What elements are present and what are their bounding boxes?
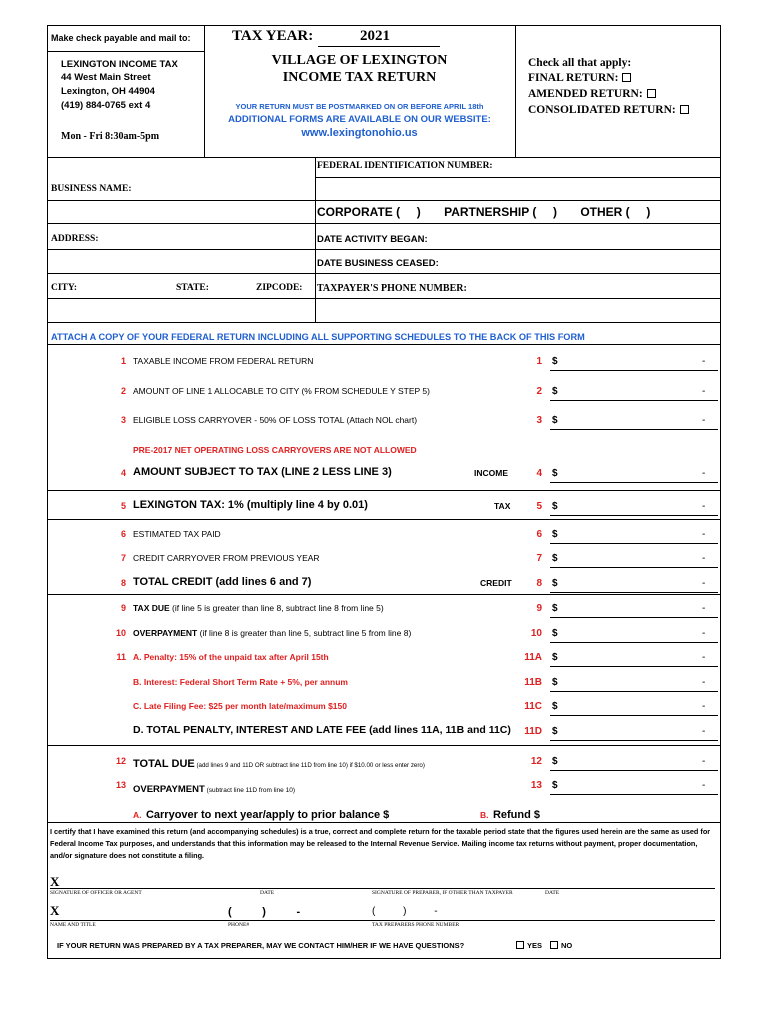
amount-field[interactable]: - — [702, 578, 706, 589]
dollar-sign: $ — [552, 501, 558, 512]
tax-year-label: TAX YEAR: — [232, 28, 314, 44]
line-description: TAXABLE INCOME FROM FEDERAL RETURN — [133, 356, 314, 366]
line-ref: 11D — [524, 726, 542, 737]
amount-field[interactable]: - — [702, 356, 706, 367]
dollar-sign: $ — [552, 628, 558, 639]
line-description: C. Late Filing Fee: $25 per month late/maximum $150 — [133, 701, 347, 711]
preparer-signature-label: SIGNATURE OF PREPARER, IF OTHER THAN TAXPAYER — [372, 890, 513, 896]
amount-underline — [550, 666, 718, 667]
amount-field[interactable]: - — [702, 386, 706, 397]
line-ref: 4 — [536, 468, 542, 479]
phone-label: TAXPAYER'S PHONE NUMBER: — [317, 283, 467, 294]
line-ref: 11C — [524, 701, 542, 712]
name-title-label: NAME AND TITLE — [50, 922, 96, 928]
amount-underline — [550, 592, 718, 593]
amount-underline — [550, 740, 718, 741]
line-ref: 12 — [530, 756, 542, 767]
line-ref: 11A — [524, 652, 542, 663]
carryover-option[interactable]: A. Carryover to next year/apply to prior balance $ — [133, 809, 390, 821]
line-tag: CREDIT — [480, 578, 512, 588]
phone-field[interactable]: ( ) - — [228, 906, 301, 918]
grid-line — [47, 249, 721, 250]
mail-address-line: LEXINGTON INCOME TAX — [61, 59, 178, 70]
amount-field[interactable]: - — [702, 553, 706, 564]
dollar-sign: $ — [552, 603, 558, 614]
line-description: OVERPAYMENT (if line 8 is greater than line 5, subtract line 5 from line 8) — [133, 628, 412, 638]
officer-signature-label: SIGNATURE OF OFFICER OR AGENT — [50, 890, 142, 896]
check-all-label: Check all that apply: — [528, 57, 632, 69]
amount-field[interactable]: - — [702, 652, 706, 663]
dollar-sign: $ — [552, 756, 558, 767]
grid-line — [315, 177, 721, 178]
tax-year-underline — [318, 46, 440, 47]
date-ceased-label: DATE BUSINESS CEASED: — [317, 258, 439, 269]
line-ref: 10 — [530, 628, 542, 639]
dollar-sign: $ — [552, 726, 558, 737]
dollar-sign: $ — [552, 356, 558, 367]
line-description: LEXINGTON TAX: 1% (multiply line 4 by 0.01) — [133, 499, 368, 511]
line-ref: 3 — [536, 415, 542, 426]
line-tag: TAX — [494, 501, 511, 511]
entity-type-options[interactable]: CORPORATE ( ) PARTNERSHIP ( ) OTHER ( ) — [317, 205, 651, 219]
dollar-sign: $ — [552, 529, 558, 540]
attach-notice: ATTACH A COPY OF YOUR FEDERAL RETURN INCLUDING ALL SUPPORTING SCHEDULES TO THE BACK OF THIS FORM — [51, 332, 585, 342]
form-title-line1: VILLAGE OF LEXINGTON — [271, 53, 448, 68]
amount-underline — [550, 642, 718, 643]
amount-field[interactable]: - — [702, 628, 706, 639]
amount-underline — [550, 617, 718, 618]
line-description: D. TOTAL PENALTY, INTEREST AND LATE FEE (add lines 11A, 11B and 11C) — [133, 724, 511, 736]
office-hours: Mon - Fri 8:30am-5pm — [61, 131, 160, 142]
dollar-sign: $ — [552, 553, 558, 564]
line-ref: 7 — [536, 553, 542, 564]
line-description: A. Penalty: 15% of the unpaid tax after April 15th — [133, 652, 329, 662]
contact-no-option: NO — [550, 941, 572, 950]
line-number: 7 — [120, 553, 126, 563]
dollar-sign: $ — [552, 415, 558, 426]
header-divider-right — [515, 25, 516, 157]
name-x-mark: X — [50, 903, 60, 918]
line-description: TAX DUE (if line 5 is greater than line 8, subtract line 8 from line 5) — [133, 603, 384, 613]
dollar-sign: $ — [552, 701, 558, 712]
grid-line — [47, 273, 721, 274]
line-description: AMOUNT OF LINE 1 ALLOCABLE TO CITY (% FROM SCHEDULE Y STEP 5) — [133, 386, 430, 396]
amount-underline — [550, 691, 718, 692]
dollar-sign: $ — [552, 652, 558, 663]
dollar-sign: $ — [552, 780, 558, 791]
amount-underline — [550, 515, 718, 516]
amount-underline — [550, 715, 718, 716]
grid-line — [47, 157, 721, 158]
line-number: 11 — [116, 652, 126, 662]
grid-divider — [315, 157, 316, 322]
line-number: 2 — [120, 386, 126, 396]
line-number: 5 — [120, 501, 126, 511]
signature-x-mark: X — [50, 874, 60, 889]
phone-label: PHONE# — [228, 922, 250, 928]
line-number: 12 — [115, 756, 126, 766]
amount-field[interactable]: - — [702, 677, 706, 688]
line-number: 8 — [120, 578, 126, 588]
final-return-option: FINAL RETURN: — [528, 72, 631, 84]
section-line — [47, 822, 721, 823]
section-line — [47, 745, 721, 746]
fein-label: FEDERAL IDENTIFICATION NUMBER: — [317, 161, 493, 171]
line-description: CREDIT CARRYOVER FROM PREVIOUS YEAR — [133, 553, 320, 563]
certification-text: I certify that I have examined this return (and accompanying schedules) is a true, correct and complete return for the taxable period state that the figures used herein are the same as used for Federal Income Tax purposes, and understands that this information may be released to the Internal Revenue Service. Mailing income tax returns without payment, proper documentation, and/or signature does not constitute a filing. — [50, 827, 711, 860]
date-began-label: DATE ACTIVITY BEGAN: — [317, 234, 428, 245]
amount-underline — [550, 370, 718, 371]
contact-yes-option: YES — [516, 941, 542, 950]
amount-field[interactable]: - — [702, 603, 706, 614]
line-number: 6 — [120, 529, 126, 539]
amount-field[interactable]: - — [702, 529, 706, 540]
mail-address-line: 44 West Main Street — [61, 72, 151, 83]
signature-line — [50, 888, 715, 889]
amended-return-option: AMENDED RETURN: — [528, 88, 656, 100]
postmark-notice: YOUR RETURN MUST BE POSTMARKED ON OR BEFORE APRIL 18th — [235, 102, 484, 111]
address-label: ADDRESS: — [51, 234, 99, 244]
line-ref: 8 — [536, 578, 542, 589]
business-name-label: BUSINESS NAME: — [51, 184, 132, 194]
mail-to-label: Make check payable and mail to: — [51, 33, 191, 43]
amount-underline — [550, 400, 718, 401]
signature-line — [50, 920, 715, 921]
section-line — [47, 344, 721, 345]
line-number: 4 — [120, 468, 126, 478]
line-ref: 6 — [536, 529, 542, 540]
grid-line — [47, 200, 721, 201]
date-label: DATE — [260, 890, 275, 896]
grid-line — [47, 322, 721, 323]
line-description: ESTIMATED TAX PAID — [133, 529, 221, 539]
city-label: CITY: — [51, 283, 78, 293]
section-line — [47, 490, 721, 491]
amount-underline — [550, 567, 718, 568]
line-description: AMOUNT SUBJECT TO TAX (LINE 2 LESS LINE 3) — [133, 466, 392, 478]
line-ref: 1 — [536, 356, 542, 367]
header-mailto-underline — [47, 51, 204, 52]
line-description: B. Interest: Federal Short Term Rate + 5%, per annum — [133, 677, 348, 687]
amount-field[interactable]: - — [702, 756, 706, 767]
line-description: TOTAL DUE (add lines 9 and 11D OR subtract line 11D from line 10) if $10.00 or less enter zero) — [133, 758, 425, 770]
amount-field[interactable]: - — [702, 468, 706, 479]
section-line — [47, 594, 721, 595]
final-return-checkbox[interactable] — [622, 73, 631, 82]
grid-line — [47, 298, 721, 299]
line-ref: 13 — [530, 780, 542, 791]
line-number: 13 — [115, 780, 126, 790]
website-link[interactable]: www.lexingtonohio.us — [301, 127, 418, 139]
amount-underline — [550, 770, 718, 771]
preparer-phone-field[interactable]: ( ) - — [372, 906, 438, 917]
amount-field[interactable]: - — [702, 501, 706, 512]
date-label: DATE — [545, 890, 560, 896]
nol-notice: PRE-2017 NET OPERATING LOSS CARRYOVERS ARE NOT ALLOWED — [133, 445, 417, 455]
dollar-sign: $ — [552, 578, 558, 589]
line-ref: 9 — [536, 603, 542, 614]
amount-underline — [550, 482, 718, 483]
amount-underline — [550, 429, 718, 430]
forms-notice: ADDITIONAL FORMS ARE AVAILABLE ON OUR WEBSITE: — [228, 114, 491, 125]
dollar-sign: $ — [552, 386, 558, 397]
tax-year-value: 2021 — [360, 28, 390, 44]
contact-yes-checkbox[interactable] — [516, 941, 524, 949]
amended-return-checkbox[interactable] — [647, 89, 656, 98]
amount-field[interactable]: - — [702, 726, 706, 737]
line-ref: 2 — [536, 386, 542, 397]
dollar-sign: $ — [552, 468, 558, 479]
dollar-sign: $ — [552, 677, 558, 688]
line-ref: 5 — [536, 501, 542, 512]
refund-option[interactable]: B. Refund $ — [480, 809, 541, 821]
line-description: OVERPAYMENT (subtract line 11D from line 10) — [133, 784, 295, 795]
line-number: 3 — [120, 415, 126, 425]
state-label: STATE: — [176, 283, 209, 293]
amount-field[interactable]: - — [702, 701, 706, 712]
zipcode-label: ZIPCODE: — [256, 283, 303, 293]
amount-underline — [550, 794, 718, 795]
consolidated-return-option: CONSOLIDATED RETURN: — [528, 104, 689, 116]
amount-field[interactable]: - — [702, 415, 706, 426]
section-line — [47, 519, 721, 520]
line-description: ELIGIBLE LOSS CARRYOVER - 50% OF LOSS TOTAL (Attach NOL chart) — [133, 415, 418, 425]
mail-address-line: (419) 884-0765 ext 4 — [61, 100, 151, 111]
mail-address-line: Lexington, OH 44904 — [61, 86, 155, 97]
line-number: 1 — [120, 356, 126, 366]
line-description: TOTAL CREDIT (add lines 6 and 7) — [133, 576, 312, 588]
grid-line — [47, 223, 721, 224]
contact-no-checkbox[interactable] — [550, 941, 558, 949]
line-number: 9 — [120, 603, 126, 613]
amount-underline — [550, 543, 718, 544]
amount-field[interactable]: - — [702, 780, 706, 791]
line-number: 10 — [115, 628, 126, 638]
consolidated-return-checkbox[interactable] — [680, 105, 689, 114]
line-ref: 11B — [524, 677, 542, 688]
preparer-phone-label: TAX PREPARERS PHONE NUMBER — [372, 922, 460, 928]
contact-question: IF YOUR RETURN WAS PREPARED BY A TAX PREPARER, MAY WE CONTACT HIM/HER IF WE HAVE QUESTIONS? — [57, 941, 465, 950]
line-tag: INCOME — [474, 468, 508, 478]
form-title-line2: INCOME TAX RETURN — [282, 70, 437, 85]
